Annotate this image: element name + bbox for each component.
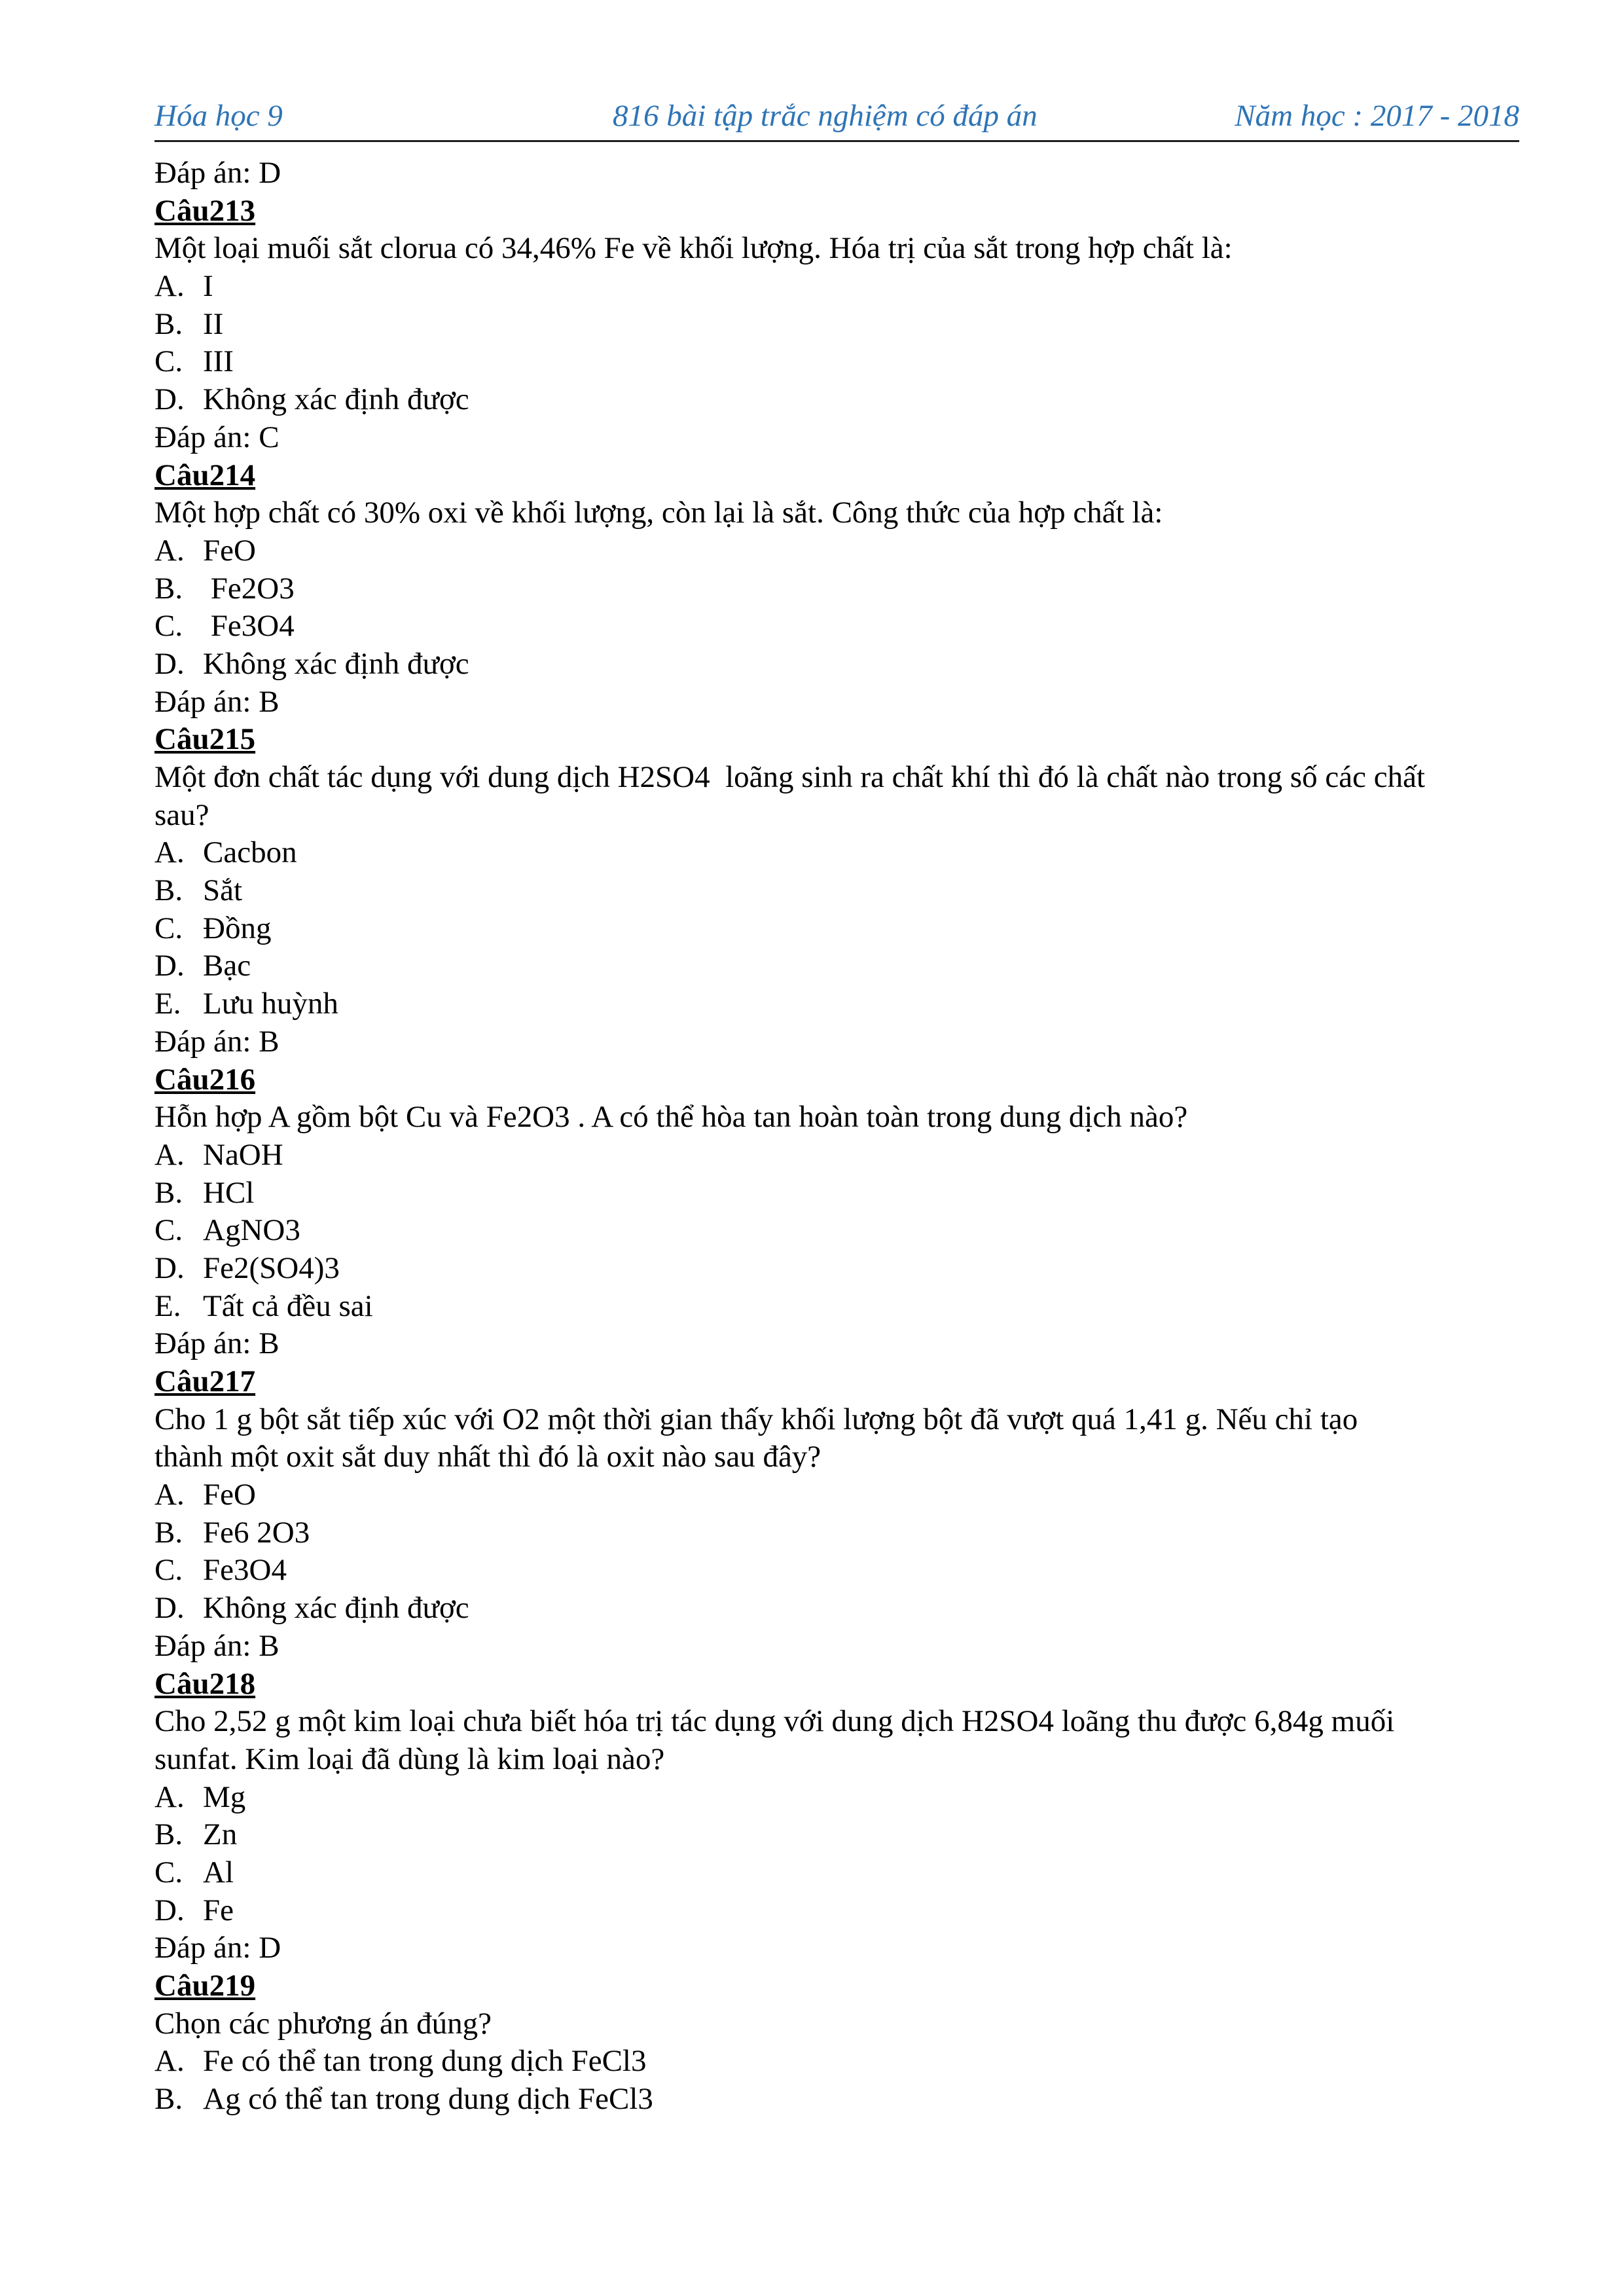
question-text: Một loại muối sắt clorua có 34,46% Fe về khối lượng. Hóa trị của sắt trong hợp chất là: [154, 231, 1233, 266]
option-text: Zn [203, 1817, 238, 1852]
answer-option [154, 834, 1523, 872]
answer-option [154, 570, 1523, 608]
option-letter: B. [154, 1817, 183, 1852]
option-text: Không xác định được [203, 1591, 469, 1626]
option-text: Tất cả đều sai [203, 1288, 373, 1323]
option-text: HCl [203, 1175, 255, 1210]
question-text: Cho 1 g bột sắt tiếp xúc với O2 một thời gian thấy khối lượng bột đã vượt quá 1,41 g. Nếu chỉ tạo [154, 1402, 1358, 1436]
answer-option [154, 646, 1523, 683]
answer-option [154, 1137, 1523, 1175]
option-letter: C. [154, 1213, 183, 1248]
answer-option [154, 872, 1523, 910]
answer-option [154, 985, 1523, 1023]
option-text: Al [203, 1855, 234, 1889]
header-subject: Hóa học 9 [154, 99, 283, 133]
option-letter: E. [154, 987, 181, 1021]
answer-option [154, 910, 1523, 948]
question-title: Câu213 [154, 193, 256, 228]
question-block [154, 721, 1523, 1061]
header-school-year: Năm học : 2017 - 2018 [1235, 99, 1519, 133]
question-text: Chọn các phương án đúng? [154, 2006, 492, 2041]
option-letter: A. [154, 533, 185, 568]
option-letter: D. [154, 1250, 185, 1285]
answer-option [154, 2043, 1523, 2081]
answer-option [154, 1514, 1523, 1552]
option-letter: A. [154, 835, 185, 870]
option-text: Sắt [203, 873, 243, 908]
option-letter: D. [154, 949, 185, 983]
option-text: FeO [203, 533, 256, 568]
option-letter: A. [154, 1137, 185, 1172]
answer-option [154, 1212, 1523, 1250]
question-block [154, 1363, 1523, 1666]
option-text: Lưu huỳnh [203, 987, 338, 1021]
answer-option [154, 608, 1523, 646]
answer-option [154, 1779, 1523, 1817]
option-text: Fe có thể tan trong dung dịch FeCl3 [203, 2044, 647, 2079]
option-letter: D. [154, 646, 185, 681]
answer-key: Đáp án: D [154, 1931, 281, 1965]
question-title: Câu215 [154, 722, 256, 757]
option-text: II [203, 306, 224, 341]
option-text: FeO [203, 1478, 256, 1512]
answer-option [154, 532, 1523, 570]
option-text: Fe [203, 1893, 234, 1927]
answer-key: Đáp án: B [154, 1024, 280, 1059]
question-block [154, 1967, 1523, 2119]
option-text: Mg [203, 1779, 246, 1814]
question-block [154, 1061, 1523, 1364]
option-text: III [203, 344, 234, 379]
answer-option [154, 947, 1523, 985]
question-title: Câu216 [154, 1062, 256, 1097]
option-text: AgNO3 [203, 1213, 300, 1248]
option-text: I [203, 269, 213, 304]
answer-option [154, 2081, 1523, 2119]
option-text: NaOH [203, 1137, 283, 1172]
option-letter: A. [154, 2044, 185, 2079]
answer-option [154, 1590, 1523, 1628]
answer-option [154, 1288, 1523, 1326]
option-letter: E. [154, 1288, 181, 1323]
answer-option [154, 1175, 1523, 1212]
answer-option [154, 381, 1523, 419]
answer-option [154, 306, 1523, 344]
option-letter: C. [154, 1855, 183, 1889]
option-text: Fe3O4 [203, 609, 295, 644]
option-letter: A. [154, 269, 185, 304]
option-text: Không xác định được [203, 646, 469, 681]
question-block [154, 1666, 1523, 1968]
option-letter: B. [154, 571, 183, 606]
question-text: sau? [154, 797, 209, 832]
option-letter: D. [154, 1893, 185, 1927]
previous-answer: Đáp án: D [154, 156, 281, 190]
option-text: Bạc [203, 949, 251, 983]
answer-option [154, 1816, 1523, 1854]
page-header [154, 98, 1519, 142]
answer-option [154, 1854, 1523, 1892]
answer-option [154, 1552, 1523, 1590]
answer-key: Đáp án: B [154, 1628, 280, 1663]
question-block [154, 192, 1523, 457]
answer-option [154, 268, 1523, 306]
option-letter: B. [154, 1515, 183, 1550]
answer-key: Đáp án: B [154, 1326, 280, 1361]
option-letter: C. [154, 911, 183, 945]
answer-key: Đáp án: B [154, 684, 280, 719]
option-letter: B. [154, 306, 183, 341]
option-letter: B. [154, 2082, 183, 2117]
answer-option [154, 1892, 1523, 1930]
option-letter: C. [154, 609, 183, 644]
option-text: Không xác định được [203, 382, 469, 417]
document-body [154, 155, 1523, 2119]
question-block [154, 457, 1523, 721]
option-text: Đồng [203, 911, 272, 945]
question-title: Câu214 [154, 458, 256, 492]
question-title: Câu219 [154, 1969, 256, 2003]
answer-option [154, 343, 1523, 381]
answer-option [154, 1476, 1523, 1514]
question-title: Câu217 [154, 1364, 256, 1398]
question-text: Cho 2,52 g một kim loại chưa biết hóa trị tác dụng với dung dịch H2SO4 loãng thu được 6,84g muối [154, 1704, 1395, 1739]
option-text: Fe6 2O3 [203, 1515, 310, 1550]
question-text: Một hợp chất có 30% oxi về khối lượng, còn lại là sắt. Công thức của hợp chất là: [154, 496, 1163, 530]
option-text: Cacbon [203, 835, 297, 870]
question-text: Một đơn chất tác dụng với dung dịch H2SO4 loãng sinh ra chất khí thì đó là chất nào trong số các chất [154, 760, 1426, 794]
option-text: Fe2(SO4)3 [203, 1250, 340, 1285]
option-letter: D. [154, 382, 185, 417]
question-title: Câu218 [154, 1666, 256, 1701]
option-letter: B. [154, 873, 183, 908]
option-text: Fe2O3 [203, 571, 295, 606]
question-text: thành một oxit sắt duy nhất thì đó là oxit nào sau đây? [154, 1440, 821, 1474]
answer-key: Đáp án: C [154, 420, 280, 454]
option-letter: A. [154, 1478, 185, 1512]
question-text: sunfat. Kim loại đã dùng là kim loại nào? [154, 1741, 665, 1776]
option-letter: B. [154, 1175, 183, 1210]
option-text: Ag có thể tan trong dung dịch FeCl3 [203, 2082, 653, 2117]
option-letter: A. [154, 1779, 185, 1814]
option-letter: D. [154, 1591, 185, 1626]
option-letter: C. [154, 1553, 183, 1588]
option-letter: C. [154, 344, 183, 379]
answer-option [154, 1250, 1523, 1288]
option-text: Fe3O4 [203, 1553, 287, 1588]
question-text: Hỗn hợp A gồm bột Cu và Fe2O3 . A có thể hòa tan hoàn toàn trong dung dịch nào? [154, 1100, 1188, 1135]
header-title: 816 bài tập trắc nghiệm có đáp án [613, 99, 1038, 133]
